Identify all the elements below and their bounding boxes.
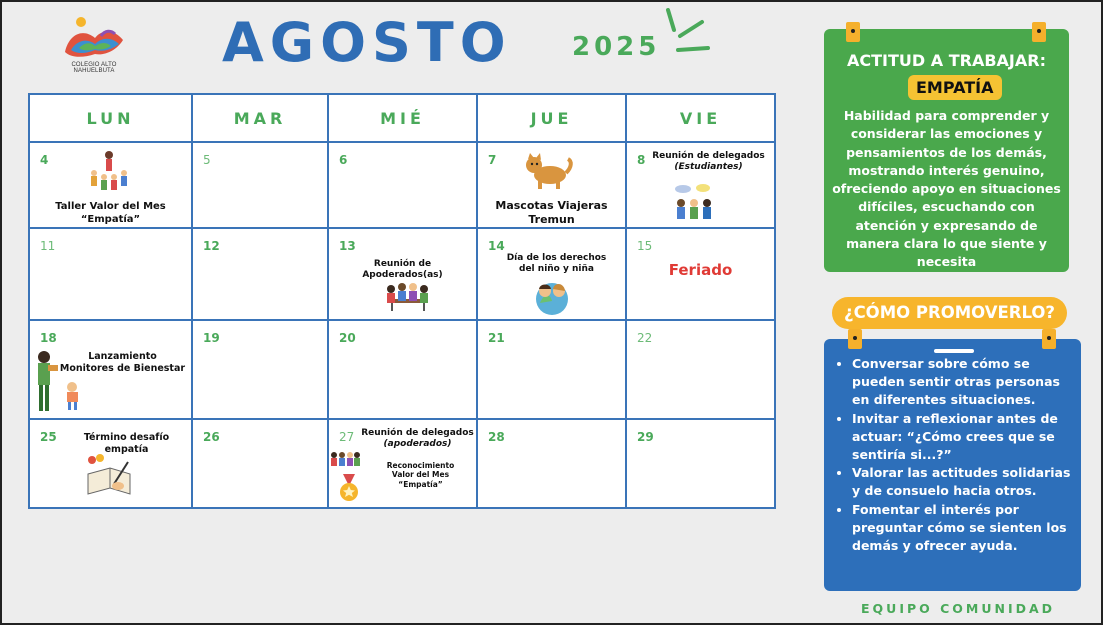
day-cell-19 — [192, 320, 328, 419]
event-line: Monitores de Bienestar — [59, 362, 186, 374]
day-number: 5 — [203, 153, 211, 167]
children-hugging-icon — [532, 279, 572, 317]
day-number: 8 — [637, 153, 646, 167]
day-number: 15 — [637, 239, 653, 253]
week-row — [29, 142, 775, 228]
day-cell-28 — [477, 419, 626, 508]
footer-team: EQUIPO COMUNIDAD — [861, 601, 1056, 616]
divider — [934, 349, 974, 353]
month-title: AGOSTO — [222, 11, 512, 74]
day-number: 22 — [637, 331, 653, 345]
event-reconocimiento — [365, 461, 476, 489]
day-number: 21 — [488, 331, 505, 345]
day-number: 26 — [203, 430, 220, 444]
event-line: Reunión de delegados — [361, 428, 474, 438]
cat-icon — [524, 151, 574, 191]
event-line: del niño y niña — [519, 264, 594, 275]
school-logo — [54, 16, 134, 74]
event-line: (Estudiantes) — [674, 162, 743, 173]
event-termino-desafio: Término desafío empatía — [83, 432, 170, 455]
event-mascotas — [478, 199, 625, 227]
day-cell-5 — [192, 142, 328, 228]
weekday-thu: JUE — [477, 94, 626, 142]
day-number: 20 — [339, 331, 356, 345]
event-line: Valor del Mes — [391, 470, 450, 480]
event-line: Mascotas Viajeras — [495, 199, 608, 212]
weekday-tue: MAR — [192, 94, 328, 142]
list-item: • Fomentar el interés por preguntar cómo se sienten los demás y ofrecer ayuda. — [852, 501, 1077, 556]
day-number: 29 — [637, 430, 654, 444]
promote-panel — [824, 339, 1081, 591]
day-number: 27 — [339, 430, 355, 444]
school-logo-icon — [61, 16, 127, 60]
day-number: 18 — [40, 331, 57, 345]
day-cell-6 — [328, 142, 477, 228]
attitude-heading: ACTITUD A TRABAJAR: — [847, 51, 1046, 70]
year-label: 2025 — [572, 32, 661, 62]
event-line: “Empatía” — [80, 213, 141, 225]
day-number: 7 — [488, 153, 497, 167]
thumbtack-icon — [846, 22, 860, 42]
attitude-value-badge: EMPATÍA — [908, 75, 1002, 100]
event-taller — [30, 201, 191, 226]
day-cell-11 — [29, 228, 192, 320]
day-cell-4 — [29, 142, 192, 228]
list-item: • Valorar las actitudes solidarias y de consuelo hacia otros. — [852, 464, 1077, 500]
event-reunion-apoderados: Reunión de Apoderados(as) — [362, 259, 443, 281]
parents-meeting-icon — [383, 281, 433, 313]
event-line: Tremun — [528, 212, 575, 226]
day-number: 4 — [40, 153, 49, 167]
event-line: (apoderados) — [383, 439, 452, 450]
day-cell-22 — [626, 320, 775, 419]
promote-list — [838, 355, 1077, 555]
day-number: 25 — [40, 430, 57, 444]
day-cell-25 — [29, 419, 192, 508]
promote-heading: ¿CÓMO PROMOVERLO? — [832, 297, 1067, 329]
children-group-icon — [86, 149, 132, 195]
list-item: • Invitar a reflexionar antes de actuar: “¿Cómo crees que se sentiría si...?” — [852, 410, 1077, 465]
week-row — [29, 419, 775, 508]
event-feriado: Feriado — [668, 261, 733, 279]
school-name: COLEGIO ALTO NAHUELBUTA — [71, 62, 117, 74]
week-row — [29, 320, 775, 419]
thumbtack-icon — [848, 329, 862, 349]
day-number: 19 — [203, 331, 220, 345]
day-cell-20 — [328, 320, 477, 419]
day-cell-7 — [477, 142, 626, 228]
weekday-header-row — [29, 94, 775, 142]
day-cell-29 — [626, 419, 775, 508]
day-number: 28 — [488, 430, 505, 444]
thumbtack-icon — [1032, 22, 1046, 42]
weekday-wed: MIÉ — [328, 94, 477, 142]
medal-icon — [337, 474, 361, 504]
day-number: 12 — [203, 239, 220, 253]
attitude-description: Habilidad para comprender y considerar las emociones y pensamientos de los demás, mostrando interés genuino, ofreciendo apoyo en situaciones difíciles, escuchando con atención y expresando de manera clara lo que siente y necesita — [832, 108, 1061, 270]
event-line: Día de los derechos — [506, 253, 607, 263]
day-number: 6 — [339, 153, 348, 167]
day-number: 14 — [488, 239, 505, 253]
event-lanzamiento — [54, 351, 191, 375]
event-derechos-nino — [492, 253, 621, 276]
event-line: Reunión de delegados — [652, 151, 765, 161]
day-number: 13 — [339, 239, 356, 253]
day-cell-15 — [626, 228, 775, 320]
event-line: “Empatía” — [398, 479, 443, 489]
attitude-panel — [824, 29, 1069, 272]
writing-hand-icon — [84, 454, 134, 500]
day-cell-26 — [192, 419, 328, 508]
event-line: Lanzamiento — [88, 351, 157, 362]
event-line: Taller Valor del Mes — [55, 201, 166, 212]
list-item: • Conversar sobre cómo se pueden sentir otras personas en diferentes situaciones. — [852, 355, 1077, 410]
day-cell-13 — [328, 228, 477, 320]
event-line: Reconocimiento — [386, 461, 455, 470]
day-number: 11 — [40, 239, 56, 253]
week-row — [29, 228, 775, 320]
delegates-meeting-icon — [329, 450, 361, 470]
day-cell-12 — [192, 228, 328, 320]
delegates-meeting-icon — [673, 183, 715, 223]
day-cell-14 — [477, 228, 626, 320]
day-cell-27 — [328, 419, 477, 508]
calendar-grid — [28, 93, 776, 509]
day-cell-18 — [29, 320, 192, 419]
event-delegados-estudiantes — [647, 151, 770, 174]
day-cell-21 — [477, 320, 626, 419]
weekday-mon: LUN — [29, 94, 192, 142]
weekday-fri: VIE — [626, 94, 775, 142]
day-cell-8 — [626, 142, 775, 228]
event-delegados-apoderados — [359, 428, 476, 451]
sparkle-decoration-icon — [662, 8, 712, 56]
thumbtack-icon — [1042, 329, 1056, 349]
